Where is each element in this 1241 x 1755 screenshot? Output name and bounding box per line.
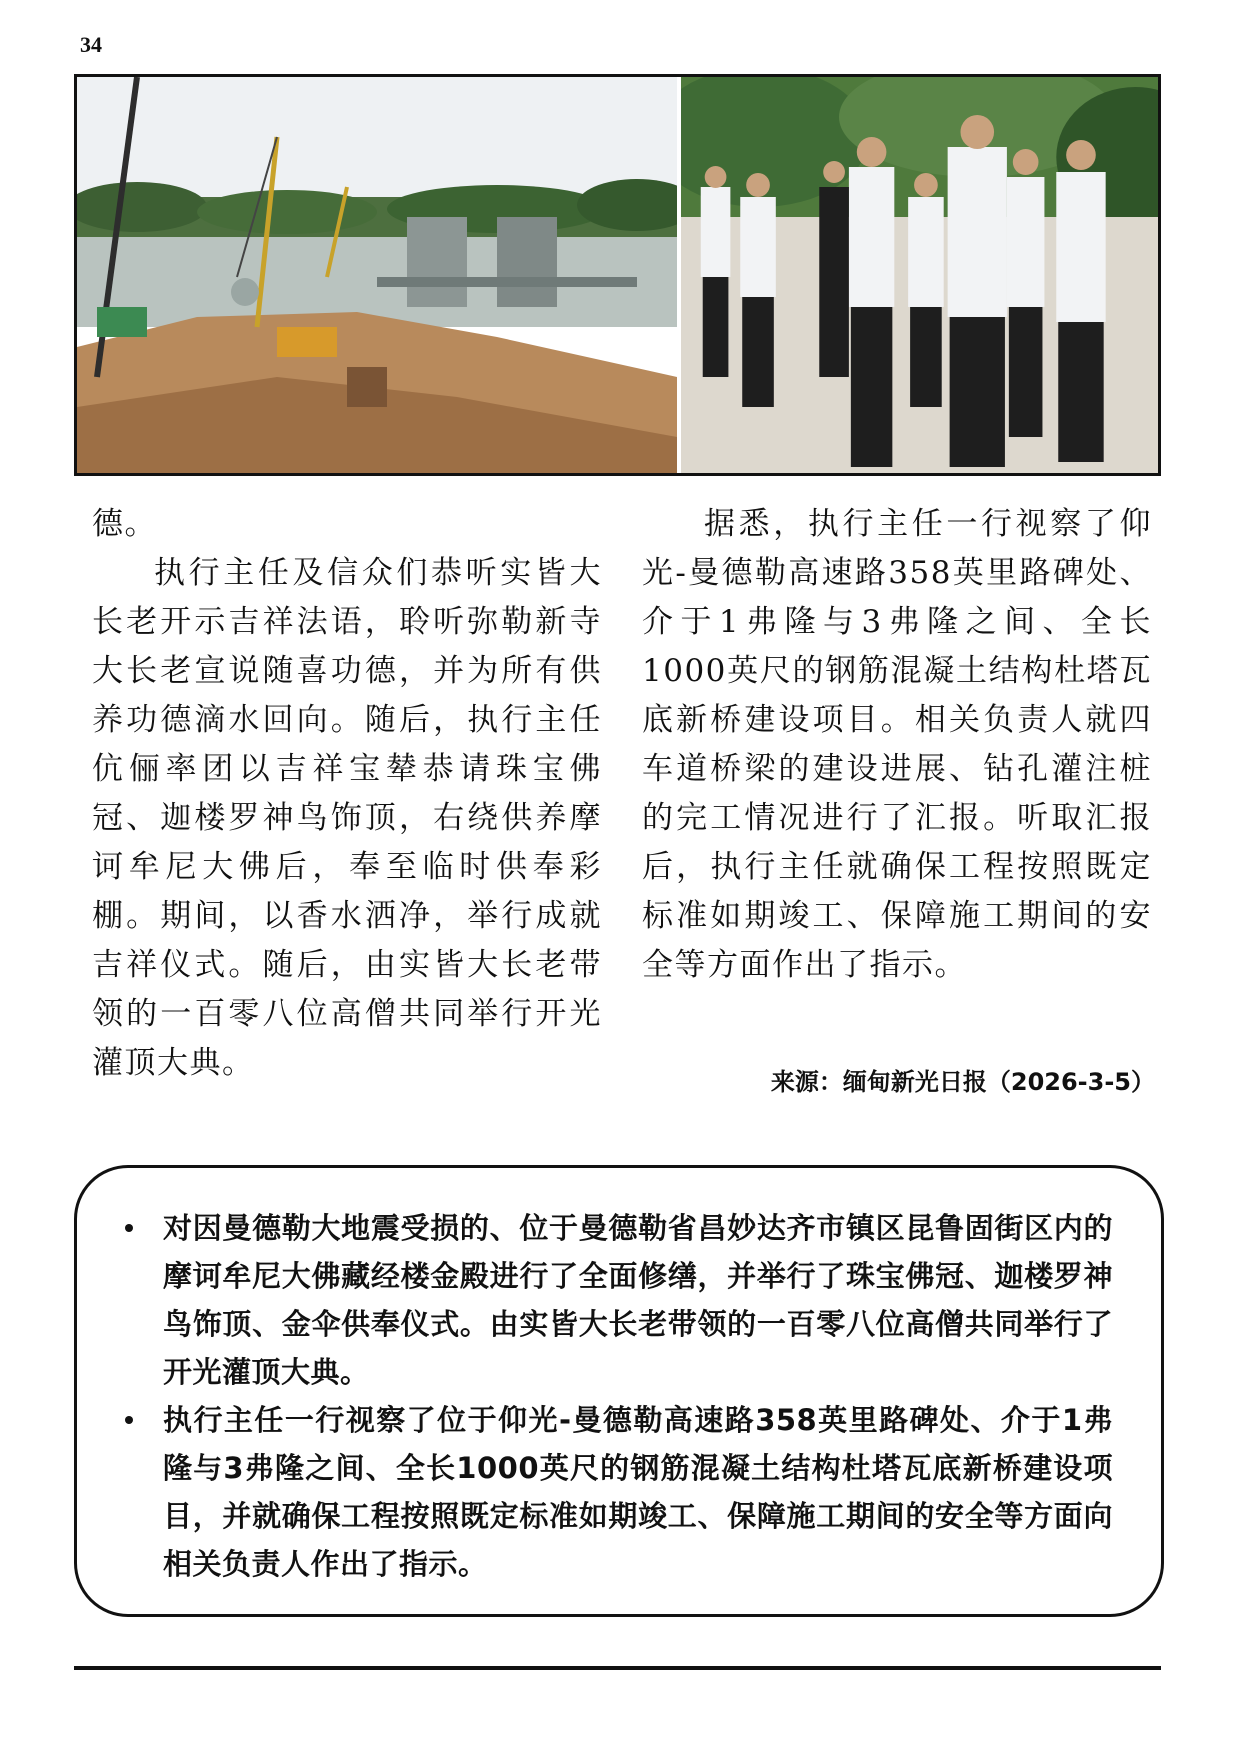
construction-site-illustration xyxy=(77,77,677,473)
summary-list xyxy=(125,1204,1113,1588)
right-paragraph-inspection: 据悉，执行主任一行视察了仰光-曼德勒高速路358英里路碑处、介于1弗隆与3弗隆之间、全长1000英尺的钢筋混凝土结构杜塔瓦底新桥建设项目。相关负责人就四车道桥梁的建设进展、钻孔灌注桩的完工情况进行了汇报。听取汇报后，执行主任就确保工程按照既定标准如期竣工、保障施工期间的安全等方面作出了指示。 xyxy=(642,506,1152,983)
page-number: 34 xyxy=(80,32,102,57)
inspection-group-illustration xyxy=(681,77,1158,473)
summary-item xyxy=(125,1396,1113,1588)
right-text-column xyxy=(642,500,1152,990)
left-paragraph-continuation: 德。 xyxy=(92,506,157,542)
photo-strip xyxy=(74,74,1161,476)
summary-item xyxy=(125,1204,1113,1396)
summary-box xyxy=(74,1165,1164,1617)
source-credit: 来源：缅甸新光日报（2026-3-5） xyxy=(770,1068,1155,1096)
construction-site-photo xyxy=(77,77,681,473)
left-paragraph-ceremony: 执行主任及信众们恭听实皆大长老开示吉祥法语，聆听弥勒新寺大长老宣说随喜功德，并为所有供养功德滴水回向。随后，执行主任伉俪率团以吉祥宝辇恭请珠宝佛冠、迦楼罗神鸟饰顶，右绕供养摩诃牟尼大佛后，奉至临时供奉彩棚。期间，以香水洒净，举行成就吉祥仪式。随后，由实皆大长老带领的一百零八位高僧共同举行开光灌顶大典。 xyxy=(92,555,602,1081)
bullet-icon xyxy=(125,1224,133,1232)
bottom-divider xyxy=(74,1666,1161,1670)
summary-item-text: 对因曼德勒大地震受损的、位于曼德勒省昌妙达齐市镇区昆鲁固街区内的摩诃牟尼大佛藏经楼金殿进行了全面修缮，并举行了珠宝佛冠、迦楼罗神鸟饰顶、金伞供奉仪式。由实皆大长老带领的一百零八位高僧共同举行了开光灌顶大典。 xyxy=(163,1211,1113,1389)
inspection-group-photo xyxy=(681,77,1158,473)
summary-item-text: 执行主任一行视察了位于仰光-曼德勒高速路358英里路碑处、介于1弗隆与3弗隆之间、全长1000英尺的钢筋混凝土结构杜塔瓦底新桥建设项目，并就确保工程按照既定标准如期竣工、保障施工期间的安全等方面向相关负责人作出了指示。 xyxy=(163,1403,1113,1581)
left-text-column xyxy=(92,500,602,1088)
bullet-icon xyxy=(125,1416,133,1424)
